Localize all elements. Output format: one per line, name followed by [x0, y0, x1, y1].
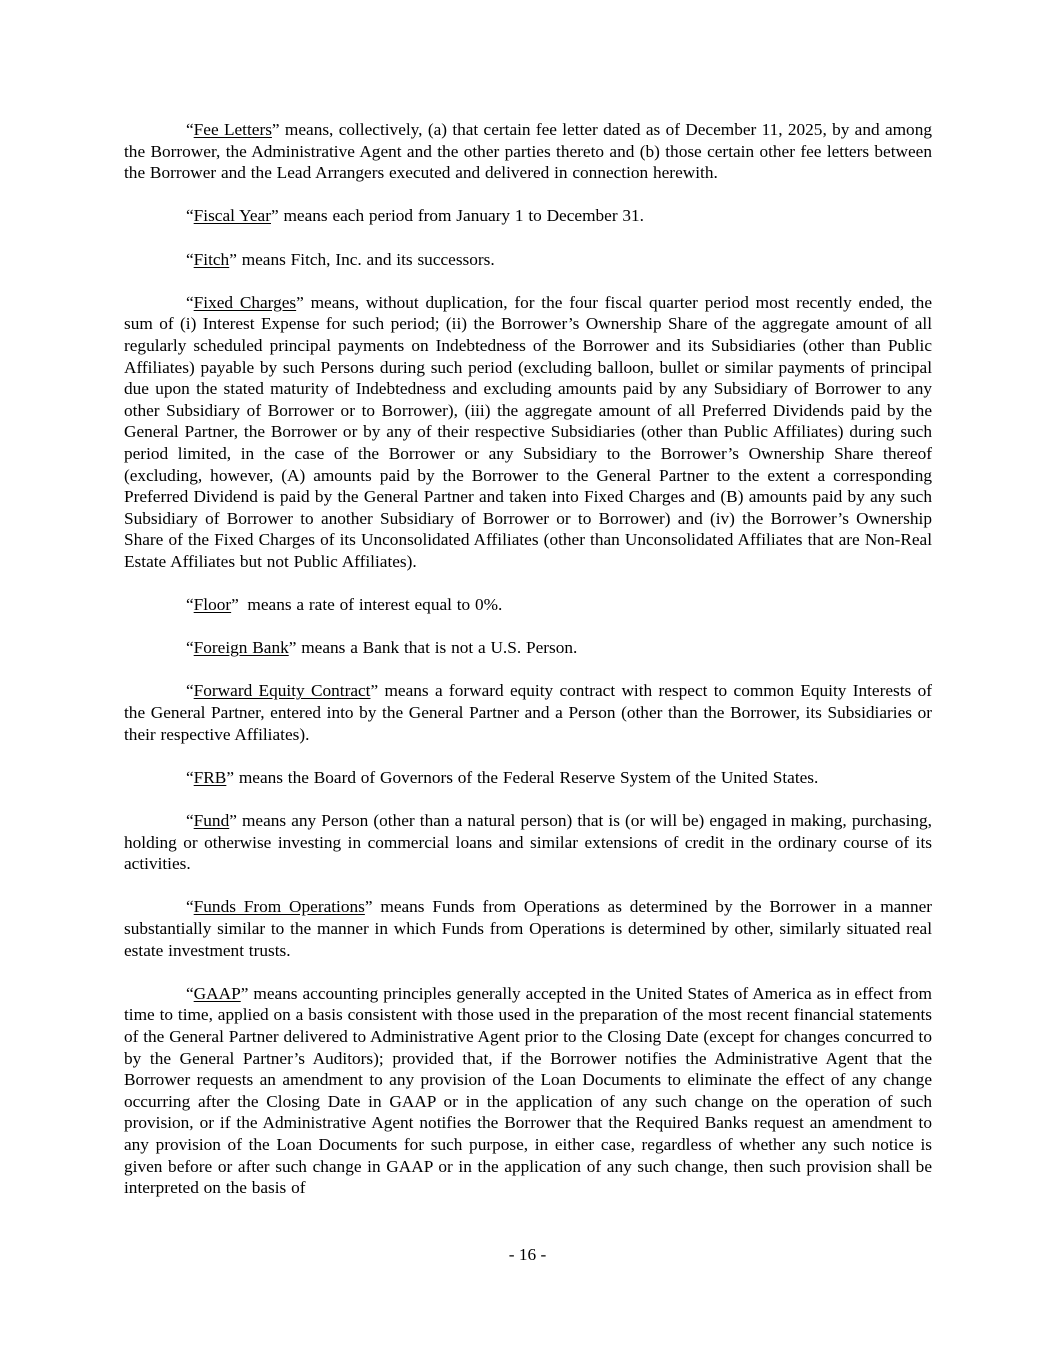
defined-term: Forward Equity Contract	[193, 681, 371, 701]
defined-term: Foreign Bank	[193, 638, 289, 658]
open-quote: “	[186, 292, 194, 312]
definition-paragraph	[124, 767, 932, 789]
defined-term: Funds From Operations	[193, 897, 365, 917]
definition-text: ” means each period from January 1 to December 31.	[270, 206, 645, 226]
open-quote: “	[186, 638, 194, 658]
definition-paragraph	[124, 249, 932, 271]
definition-paragraph	[124, 637, 932, 659]
definition-paragraph	[124, 810, 932, 875]
defined-term: GAAP	[193, 983, 241, 1003]
open-quote: “	[186, 811, 194, 830]
open-quote: “	[186, 983, 194, 1003]
definition-paragraph	[124, 119, 932, 184]
definition-text: ” means accounting principles generally accepted in the United States of America as in effect from time to time, applied on a basis consistent with those used in the preparation of the most recent financial statements of the General Partner delivered to Administrative Agent prior to the Closing Date (except for changes concurred to by the General Partner’s Auditors); provided that, if the Borrower notifies the Administrative Agent that the Borrower requests an amendment to any provision of the Loan Documents to eliminate the effect of any change occurring after the Closing Date in GAAP or in the application of any such change on the operation of such provision, or if the Administrative Agent notifies the Borrower that the Required Banks request an amendment to any provision of the Loan Documents for such purpose, in either case, regardless of whether any such notice is given before or after such change in GAAP or in the application of any such change, then such provision shall be interpreted on the basis of	[124, 983, 932, 1198]
definition-text: ” means, collectively, (a) that certain fee letter dated as of December 11, 2025, by and among the Borrower, the Administrative Agent and the other parties thereto and (b) those certain other fee letters between the Borrower and the Lead Arrangers executed and delivered in connection herewith.	[124, 120, 932, 183]
open-quote: “	[186, 595, 194, 615]
definition-paragraph	[124, 594, 932, 616]
definition-text: ” means any Person (other than a natural person) that is (or will be) engaged in making, purchasing, holding or otherwise investing in commercial loans and similar extensions of credit in the ordinary course of its activities.	[124, 811, 932, 874]
page-number: - 16 -	[508, 1245, 547, 1264]
definitions-section	[124, 119, 932, 1199]
defined-term: Fixed Charges	[193, 292, 297, 312]
defined-term: Floor	[193, 595, 232, 615]
definition-text: ” means, without duplication, for the four fiscal quarter period most recently ended, the sum of (i) Interest Expense for such period; (ii) the Borrower’s Ownership Share of the aggregate amount of all regularly scheduled principal payments on Indebtedness of the Borrower and its Subsidiaries (other than Public Affiliates) payable by such Persons during such period (excluding balloon, bullet or similar payments of principal due upon the stated maturity of Indebtedness and excluding amounts paid by any Subsidiary of Borrower to any other Subsidiary of Borrower or to Borrower), (iii) the aggregate amount of all Preferred Dividends paid by the General Partner, the Borrower or by any of their respective Subsidiaries (other than Public Affiliates) during such period limited, in the case of the Borrower or any Subsidiary to the Borrower’s Ownership Share thereof (excluding, however, (A) amounts paid by the Borrower to the General Partner to the extent a corresponding Preferred Dividend is paid by the General Partner and taken into Fixed Charges and (B) amounts paid by any such Subsidiary of Borrower to another Subsidiary of Borrower or to Borrower) and (iv) the Borrower’s Ownership Share of the Fixed Charges of its Unconsolidated Affiliates (other than Unconsolidated Affiliates that are Non-Real Estate Affiliates but not Public Affiliates).	[124, 292, 932, 571]
definition-paragraph	[124, 680, 932, 745]
open-quote: “	[186, 767, 194, 787]
definition-paragraph	[124, 205, 932, 227]
definition-text: ” means a forward equity contract with respect to common Equity Interests of the General Partner, entered into by the General Partner and a Person (other than the Borrower, its Subsidiaries or their respective Affiliates).	[124, 681, 933, 744]
open-quote: “	[186, 206, 194, 226]
open-quote: “	[186, 249, 194, 269]
open-quote: “	[186, 681, 194, 701]
definition-paragraph	[124, 896, 932, 961]
definition-text: ” means a rate of interest equal to 0%.	[231, 595, 503, 615]
definition-paragraph	[124, 983, 932, 1199]
defined-term: Fitch	[193, 249, 230, 269]
open-quote: “	[186, 897, 194, 917]
definition-text: ” means a Bank that is not a U.S. Person.	[288, 638, 578, 658]
definition-paragraph	[124, 292, 932, 573]
open-quote: “	[186, 120, 194, 139]
defined-term: Fee Letters	[193, 120, 272, 139]
defined-term: Fund	[193, 811, 230, 830]
defined-term: Fiscal Year	[193, 206, 271, 226]
defined-term: FRB	[193, 767, 227, 787]
definition-text: ” means Funds from Operations as determined by the Borrower in a manner substantially similar to the manner in which Funds from Operations is determined by other, similarly situated real estate investment trusts.	[124, 897, 933, 960]
definition-text: ” means the Board of Governors of the Federal Reserve System of the United States.	[226, 767, 819, 787]
definition-text: ” means Fitch, Inc. and its successors.	[229, 249, 495, 269]
